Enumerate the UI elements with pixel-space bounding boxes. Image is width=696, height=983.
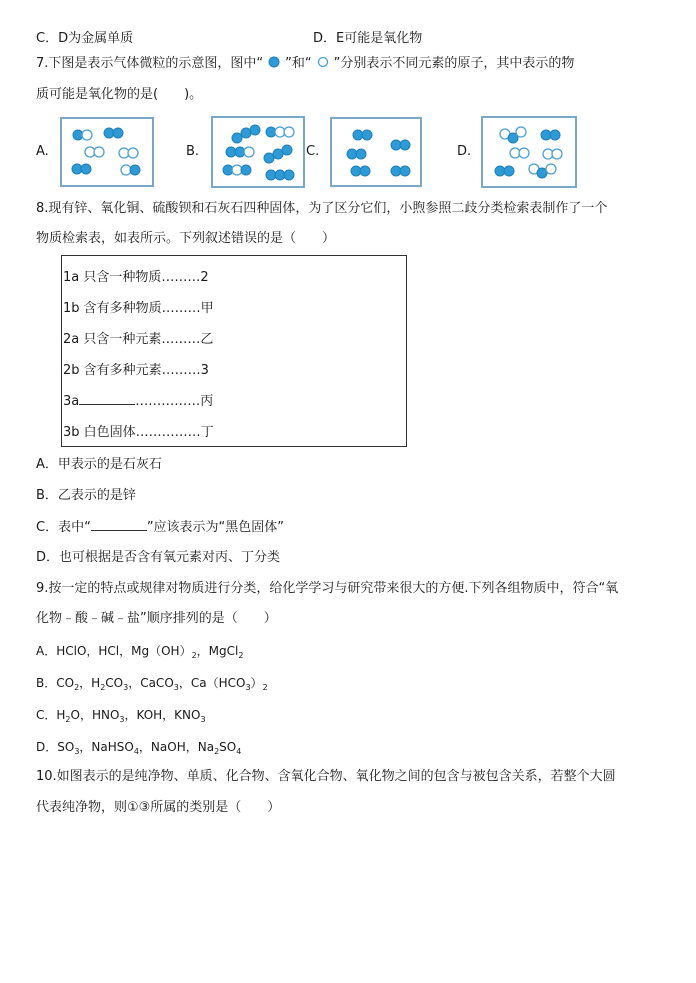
q8-stem-line2: 物质检索表，如表所示。下列叙述错误的是（ ） <box>36 231 336 246</box>
q8-option-c <box>36 518 284 537</box>
q9-option-c <box>36 706 206 726</box>
q9c-sub1: 2 <box>65 715 71 724</box>
hollow-atom-icon <box>316 55 330 69</box>
q7-diagram-b <box>211 116 305 188</box>
q9b-text6: ） <box>250 676 263 690</box>
key-row-3a-suffix: ……………丙 <box>135 394 214 409</box>
q9c-sub2: 3 <box>119 715 125 724</box>
q7-diagram-c <box>330 117 422 187</box>
q9d-text3: ，NaOH，Na <box>138 740 215 754</box>
key-row-3b: 3b 白色固体……………丁 <box>63 425 214 440</box>
molecule-bww <box>266 127 294 137</box>
q10-stem-line2: 代表纯净物，则①③所属的类别是（ ） <box>36 800 281 815</box>
key-row-2a: 2a 只含一种元素………乙 <box>63 332 214 347</box>
q7-stem-part2: ”和“ <box>285 56 312 71</box>
molecule-wb <box>121 165 140 175</box>
q9b-sub3: 3 <box>123 683 129 692</box>
q7-stem-part1: 7.下图是表示气体微粒的示意图，图中“ <box>36 56 264 71</box>
q7-option-a-letter: A. <box>36 144 49 159</box>
q8-stem-line1: 8.现有锌、氧化铜、硫酸钡和石灰石四种固体，为了区分它们，小煦参照二歧分类检索表制作了一个 <box>36 201 608 216</box>
molecule-ww <box>119 148 138 158</box>
molecule-bb <box>347 149 366 159</box>
q9d-sub1: 3 <box>74 747 80 756</box>
q9a-sub1: 2 <box>191 651 197 660</box>
q9b-text3: CO <box>105 676 124 690</box>
q9b-sub1: 2 <box>74 683 80 692</box>
q9b-text4: ，CaCO <box>128 676 174 690</box>
q7-stem <box>36 55 574 73</box>
q8-option-a: A．甲表示的是石灰石 <box>36 457 162 472</box>
molecule-bb <box>391 166 410 176</box>
option-d-prev: D．E可能是氧化物 <box>313 31 423 46</box>
q9c-sub3: 3 <box>200 715 206 724</box>
q7-option-c-letter: C. <box>306 144 320 159</box>
q9d-text2: ，NaHSO <box>79 740 134 754</box>
molecule-bbb <box>266 170 294 180</box>
q10-stem-line1: 10.如图表示的是纯净物、单质、化合物、含氧化合物、氧化物之间的包含与被包含关系，若整个大圆 <box>36 769 616 784</box>
q9b-text1: B．CO <box>36 676 75 690</box>
filled-atom-icon <box>267 55 281 69</box>
key-blank <box>79 392 135 405</box>
q9d-text4: SO <box>219 740 237 754</box>
molecule-ww <box>543 149 562 159</box>
q9b-sub4: 3 <box>173 683 179 692</box>
option-blank <box>91 518 147 531</box>
molecule-bbw <box>226 147 254 157</box>
key-row-1a: 1a 只含一种物质………2 <box>63 270 209 285</box>
q8-option-b: B．乙表示的是锌 <box>36 488 136 503</box>
q8-option-c-part1: C．表中“ <box>36 520 91 535</box>
molecule-bb <box>353 130 372 140</box>
q7-option-d-letter: D. <box>457 144 472 159</box>
q7-diagram-d <box>481 116 577 188</box>
key-row-3a <box>63 390 213 409</box>
molecule-bent <box>264 145 292 163</box>
q9b-text2: ，H <box>79 676 101 690</box>
option-c-prev: C．D为金属单质 <box>36 31 134 46</box>
q9b-sub2: 2 <box>100 683 106 692</box>
q9-option-b <box>36 674 268 694</box>
molecule-bb <box>104 128 123 138</box>
q9d-sub2: 4 <box>133 747 139 756</box>
molecule-bb <box>391 140 410 150</box>
q9-option-a <box>36 642 243 662</box>
molecule-wbw <box>500 127 526 143</box>
q9-stem-line2: 化物﹣酸﹣碱﹣盐”顺序排列的是（ ） <box>36 611 277 626</box>
q9a-sub2: 2 <box>238 651 244 660</box>
q9d-text1: D．SO <box>36 740 75 754</box>
molecule-bb <box>72 164 91 174</box>
q9b-sub5: 3 <box>245 683 251 692</box>
q9d-sub3: 2 <box>214 747 220 756</box>
key-row-1b: 1b 含有多种物质………甲 <box>63 301 214 316</box>
molecule-bb <box>495 166 514 176</box>
q9c-text3: ，KOH，KNO <box>124 708 201 722</box>
q7-option-b-letter: B. <box>186 144 200 159</box>
q9d-sub4: 4 <box>236 747 242 756</box>
molecule-ww <box>510 148 529 158</box>
q7-stem-part3: ”分别表示不同元素的原子，其中表示的物 <box>333 56 575 71</box>
q9-option-d <box>36 738 241 758</box>
key-row-3a-prefix: 3a <box>63 394 80 409</box>
molecule-ww <box>85 147 104 157</box>
molecule-bb <box>351 166 370 176</box>
molecule-bwb <box>223 165 251 175</box>
q7-stem-line2: 质可能是氧化物的是( )。 <box>36 87 203 102</box>
q9a-text2: ，MgCl <box>196 644 239 658</box>
molecule-bw <box>73 130 92 140</box>
q9b-text5: ，Ca（HCO <box>178 676 246 690</box>
q7-diagram-a <box>60 117 154 187</box>
q8-option-d: D．也可根据是否含有氧元素对丙、丁分类 <box>36 550 281 565</box>
q8-option-c-part2: ”应该表示为“黑色固体” <box>146 520 285 535</box>
q9a-text1: A．HClO，HCl，Mg（OH） <box>36 644 192 658</box>
molecule-triatomic <box>232 125 260 143</box>
molecule-bb <box>541 130 560 140</box>
q9b-sub6: 2 <box>262 683 268 692</box>
key-row-2b: 2b 含有多种元素………3 <box>63 363 209 378</box>
q9c-text1: C．H <box>36 708 66 722</box>
molecule-wbw <box>529 164 556 178</box>
q9-stem-line1: 9.按一定的特点或规律对物质进行分类，给化学学习与研究带来很大的方便.下列各组物质中，符合“氧 <box>36 581 619 596</box>
q9c-text2: O，HNO <box>70 708 120 722</box>
